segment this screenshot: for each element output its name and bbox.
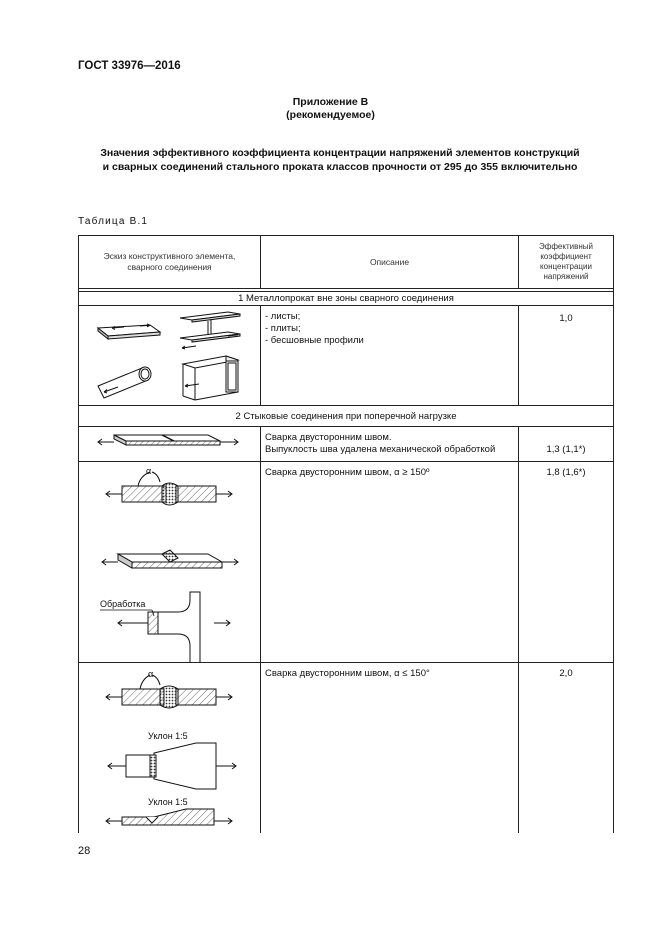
row-coefficient: 1,8 (1,6*)	[546, 467, 586, 478]
standard-code: ГОСТ 33976—2016	[78, 60, 181, 72]
butt-weld-machined-sketch	[78, 427, 260, 461]
annex-title-block	[0, 96, 661, 122]
document-title-line-1: Значения эффективного коэффициента концентрации напряжений элементов конструкций	[100, 147, 580, 159]
header-coefficient-line: Эффективный	[539, 242, 593, 251]
document-title-line-2: и сварных соединений стального проката классов прочности от 295 до 355 включительно	[102, 161, 578, 173]
header-coefficient-line: напряжений	[543, 272, 589, 281]
header-coefficient	[519, 236, 613, 288]
angle-label: α	[146, 466, 152, 476]
description-line: - бесшовные профили	[265, 335, 364, 346]
rolled-metal-sketch	[78, 306, 260, 405]
row-sep	[78, 405, 614, 406]
table-border-right	[613, 235, 614, 833]
taper-label: Уклон 1:5	[148, 797, 188, 807]
description-line: Выпуклость шва удалена механической обработкой	[265, 444, 496, 455]
table-caption: Таблица В.1	[78, 216, 149, 227]
row-coefficient: 1,3 (1,1*)	[546, 444, 586, 455]
description-line: - листы;	[265, 311, 301, 322]
description-line: Сварка двусторонним швом, α ≥ 150º	[265, 467, 430, 478]
annex-title: Приложение В	[292, 96, 369, 108]
document-title	[60, 146, 620, 174]
butt-weld-taper-sketch	[78, 663, 260, 833]
row-description	[265, 668, 430, 680]
description-line: - плиты;	[265, 323, 301, 334]
annex-subtitle: (рекомендуемое)	[286, 109, 375, 121]
page-number: 28	[78, 845, 91, 857]
header-coefficient-line: концентрации	[540, 262, 592, 271]
row-coefficient: 2,0	[559, 668, 573, 679]
row-sep-double	[78, 291, 614, 292]
row-sep	[78, 288, 614, 289]
row-description	[265, 432, 495, 456]
taper-label: Уклон 1:5	[148, 731, 188, 741]
header-sketch: Эскиз конструктивного элемента, сварного соединения	[103, 251, 236, 272]
header-description: Описание	[369, 257, 410, 267]
section-title: 1 Металлопрокат вне зоны сварного соединения	[238, 293, 454, 304]
angle-label: α	[148, 669, 154, 679]
header-coefficient-line: коэффициент	[540, 252, 592, 261]
row-coefficient: 1,0	[559, 313, 573, 324]
row-description	[265, 311, 364, 347]
col-sep	[260, 426, 261, 833]
description-line: Сварка двусторонним швом, α ≤ 150°	[265, 668, 430, 679]
row-description	[265, 467, 429, 479]
col-sep	[260, 305, 261, 405]
butt-weld-angle-sketch	[78, 462, 260, 662]
description-line: Сварка двусторонним швом.	[265, 432, 392, 443]
coefficient-table	[78, 235, 614, 833]
section-title: 2 Стыковые соединения при поперечной нагрузке	[235, 411, 457, 422]
col-sep	[518, 426, 519, 833]
machining-label: Обработка	[100, 599, 146, 609]
